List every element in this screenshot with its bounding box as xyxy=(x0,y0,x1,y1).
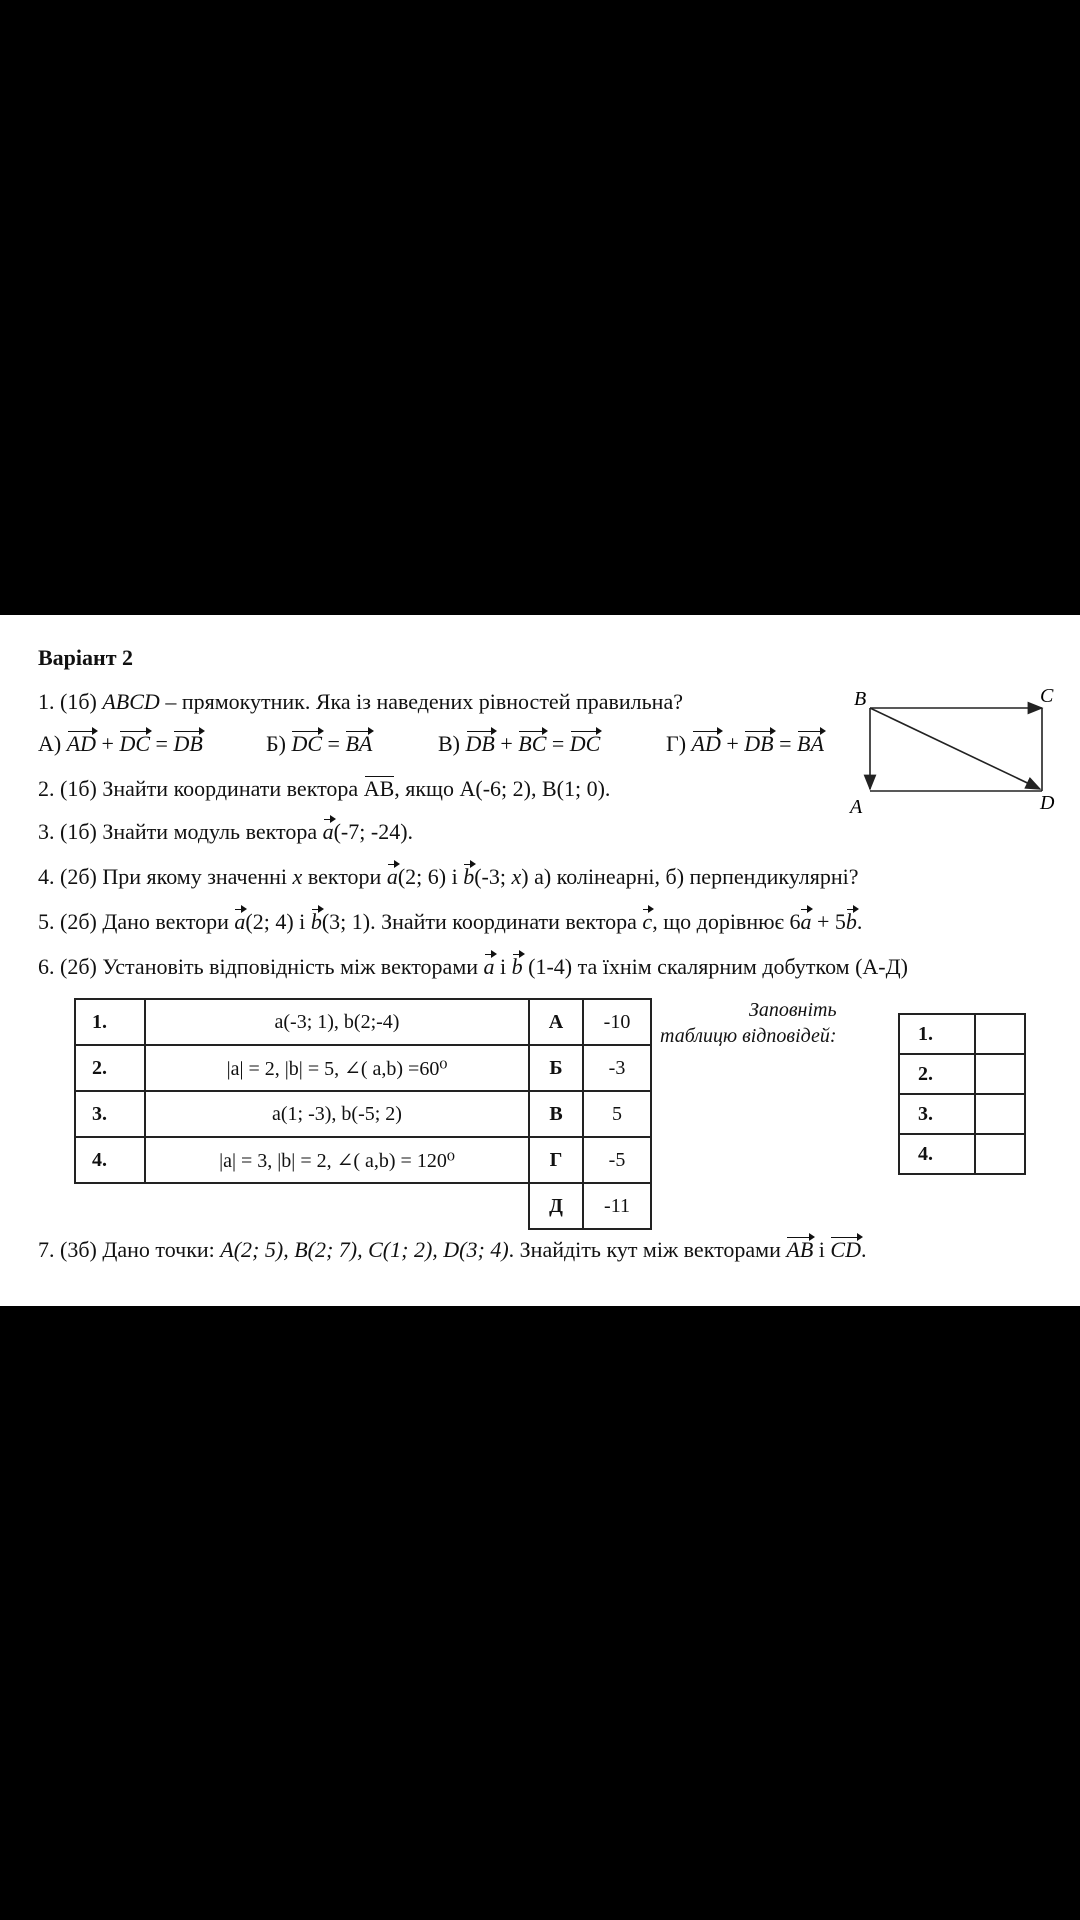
vertex-label-c: C xyxy=(1040,685,1054,707)
rectangle-diagram xyxy=(840,685,1070,815)
text-fragment: 2. (1б) Знайти координати вектора xyxy=(38,776,364,801)
text-fragment: (-7; -24). xyxy=(333,819,414,844)
text-fragment: = xyxy=(322,731,346,756)
text-fragment: Г) xyxy=(666,731,692,756)
table-row xyxy=(899,1134,1025,1174)
text-fragment: 6. (2б) Установіть відповідність між векторами xyxy=(38,954,484,979)
vertex-label-b: B xyxy=(854,688,867,710)
answer-cell-4[interactable] xyxy=(975,1134,1025,1174)
q1-option-a xyxy=(38,731,203,757)
table-cell: В xyxy=(529,1091,583,1137)
table-row xyxy=(75,1137,651,1183)
table-cell: 4. xyxy=(899,1134,975,1174)
table-cell: 1. xyxy=(75,999,145,1045)
note-line: Заповніть xyxy=(748,999,837,1021)
question-5 xyxy=(38,909,862,935)
q1-option-b xyxy=(266,731,372,757)
text-fragment: 5. (2б) Дано вектори xyxy=(38,909,235,934)
vector-symbol: DB xyxy=(744,731,774,756)
table-cell: |a| = 3, |b| = 2, ∠( a,b) = 120⁰ xyxy=(145,1137,529,1183)
vector-symbol: DB xyxy=(465,731,495,756)
question-6 xyxy=(38,954,908,980)
text-fragment: – прямокутник. Яка із наведених рівностей правильна? xyxy=(159,689,683,714)
question-4 xyxy=(38,864,859,890)
worksheet-page xyxy=(0,615,1080,1306)
vector-symbol: BC xyxy=(518,731,547,756)
vector-symbol: AB xyxy=(786,1237,814,1262)
text-fragment: + xyxy=(720,731,745,756)
text-fragment: . Знайдіть кут між векторами xyxy=(508,1237,787,1262)
matching-table xyxy=(74,998,652,1230)
answer-cell-3[interactable] xyxy=(975,1094,1025,1134)
text-fragment: Б) xyxy=(266,731,292,756)
vector-symbol: DC xyxy=(119,731,151,756)
vector-symbol: c xyxy=(642,909,653,934)
text-fragment: (2; 6) і xyxy=(397,864,464,889)
text-fragment: (3; 1). Знайти координати вектора xyxy=(321,909,643,934)
text-fragment: x xyxy=(511,864,522,889)
vertex-label-a: A xyxy=(850,796,863,815)
text-fragment: + 5 xyxy=(811,909,846,934)
question-7 xyxy=(38,1237,866,1263)
vector-symbol: b xyxy=(845,909,857,934)
vector-symbol: BA xyxy=(345,731,373,756)
text-fragment: (-3; xyxy=(474,864,512,889)
table-cell: Б xyxy=(529,1045,583,1091)
variant-title: Варіант 2 xyxy=(38,645,134,670)
text-fragment: . xyxy=(860,1237,867,1262)
vertex-label-d: D xyxy=(1040,792,1055,814)
table-cell xyxy=(75,1183,145,1229)
table-cell: a(1; -3), b(-5; 2) xyxy=(145,1091,529,1137)
table-cell: 5 xyxy=(583,1091,651,1137)
answer-table xyxy=(898,1013,1026,1175)
text-fragment: = xyxy=(546,731,570,756)
fill-answers-note xyxy=(660,997,837,1049)
text-fragment: В) xyxy=(438,731,466,756)
text-fragment: + xyxy=(494,731,519,756)
q1-option-c xyxy=(438,731,600,757)
table-cell: 4. xyxy=(75,1137,145,1183)
vector-symbol: a xyxy=(800,909,812,934)
question-1 xyxy=(38,689,683,715)
answer-cell-1[interactable] xyxy=(975,1014,1025,1054)
vector-symbol: a xyxy=(234,909,246,934)
text-fragment: 1. (1б) xyxy=(38,689,103,714)
text-fragment: (2; 4) і xyxy=(245,909,311,934)
table-cell: -10 xyxy=(583,999,651,1045)
table-cell: Г xyxy=(529,1137,583,1183)
text-fragment: 3. (1б) Знайти модуль вектора xyxy=(38,819,323,844)
vector-symbol: a xyxy=(386,864,398,889)
vector-symbol: b xyxy=(310,909,322,934)
table-cell: А xyxy=(529,999,583,1045)
text-fragment: (1-4) та їхнім скалярним добутком (А-Д) xyxy=(522,954,908,979)
table-cell: 3. xyxy=(75,1091,145,1137)
vector-symbol: a xyxy=(322,819,334,844)
table-cell: Д xyxy=(529,1183,583,1229)
table-row xyxy=(899,1094,1025,1134)
vector-symbol: AD xyxy=(691,731,721,756)
vector-symbol: AD xyxy=(66,731,97,756)
text-fragment: = xyxy=(150,731,174,756)
table-cell xyxy=(145,1183,529,1229)
table-row xyxy=(899,1014,1025,1054)
table-cell: 3. xyxy=(899,1094,975,1134)
text-fragment: + xyxy=(96,731,120,756)
text-fragment: A(2; 5), B(2; 7), C(1; 2), D(3; 4) xyxy=(220,1237,509,1262)
text-fragment: = xyxy=(773,731,798,756)
text-fragment: А) xyxy=(38,731,67,756)
note-line: таблицю відповідей: xyxy=(660,1025,837,1047)
text-fragment: ABCD xyxy=(102,689,160,714)
vector-symbol: DC xyxy=(569,731,601,756)
vector-symbol: b xyxy=(463,864,475,889)
table-cell: -3 xyxy=(583,1045,651,1091)
vector-symbol: AB xyxy=(363,776,395,801)
diagonal-bd xyxy=(870,708,1040,789)
table-cell: 1. xyxy=(899,1014,975,1054)
text-fragment: і xyxy=(813,1237,831,1262)
text-fragment: x xyxy=(292,864,303,889)
table-cell: 2. xyxy=(75,1045,145,1091)
answer-cell-2[interactable] xyxy=(975,1054,1025,1094)
text-fragment: 7. (3б) Дано точки: xyxy=(38,1237,221,1262)
table-row xyxy=(75,1045,651,1091)
table-row xyxy=(75,1183,651,1229)
text-fragment: вектори xyxy=(302,864,387,889)
vector-symbol: BA xyxy=(797,731,824,756)
vector-symbol: CD xyxy=(830,1237,861,1262)
table-cell: -5 xyxy=(583,1137,651,1183)
table-row xyxy=(899,1054,1025,1094)
text-fragment: ) а) колінеарні, б) перпендикулярні? xyxy=(521,864,859,889)
table-cell: 2. xyxy=(899,1054,975,1094)
text-fragment: , що дорівнює 6 xyxy=(652,909,801,934)
text-fragment: . xyxy=(856,909,863,934)
table-row xyxy=(75,1091,651,1137)
q1-option-d xyxy=(666,731,824,757)
vector-symbol: b xyxy=(511,954,523,979)
text-fragment: 4. (2б) При якому значенні xyxy=(38,864,293,889)
table-cell: |a| = 2, |b| = 5, ∠( a,b) =60⁰ xyxy=(145,1045,529,1091)
table-row xyxy=(75,999,651,1045)
text-fragment: , якщо А(-6; 2), В(1; 0). xyxy=(394,776,611,801)
question-2 xyxy=(38,776,610,802)
vector-symbol: DB xyxy=(173,731,203,756)
question-3 xyxy=(38,819,413,845)
text-fragment: і xyxy=(494,954,512,979)
table-cell: -11 xyxy=(583,1183,651,1229)
vector-symbol: a xyxy=(483,954,495,979)
table-cell: a(-3; 1), b(2;-4) xyxy=(145,999,529,1045)
vector-symbol: DC xyxy=(291,731,323,756)
